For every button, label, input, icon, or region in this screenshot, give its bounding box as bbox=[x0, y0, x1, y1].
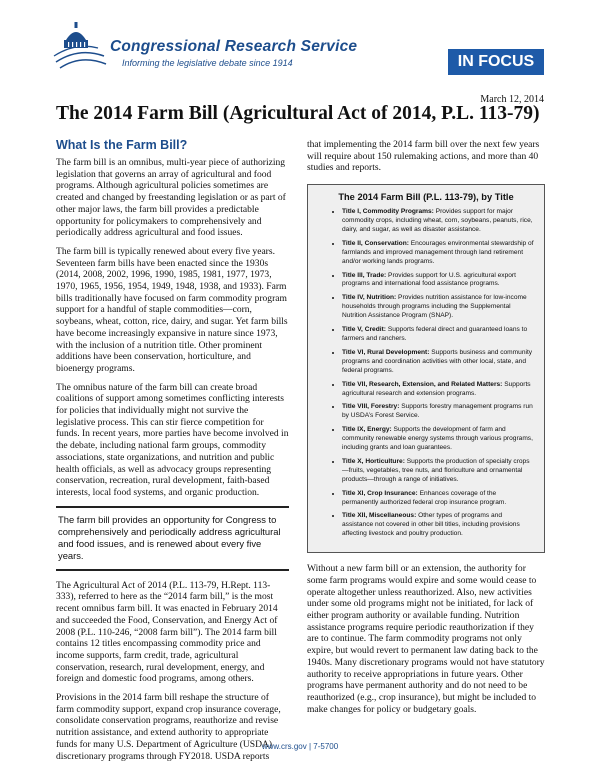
paragraph: Provisions in the 2014 farm bill reshape the structure of farm commodity support, expand crop insurance coverage, consolidate conservation programs, reauthorize and revise nutrition assistance, and extend authority to appropriate funds for many U.S. Department of Agriculture (USDA) discretionary programs through FY2018. USDA reports bbox=[56, 692, 281, 762]
list-item: • Title V, Credit: Supports federal direct and guaranteed loans to farmers and ranchers. bbox=[342, 326, 534, 344]
footer-link[interactable]: www.crs.gov | 7-5700 bbox=[261, 742, 339, 751]
left-column bbox=[56, 138, 289, 769]
paragraph: that implementing the 2014 farm bill over the next few years will require about 150 rulemaking actions, and more than 40 studies and reports. bbox=[307, 139, 540, 174]
list-item: • Title II, Conservation: Encourages environmental stewardship of farmlands and improved management through land retirement and/or working lands programs. bbox=[342, 240, 534, 267]
pull-quote: The farm bill provides an opportunity for Congress to comprehensively and periodically address agricultural and food issues, and is renewed about every five years. bbox=[56, 506, 289, 571]
paragraph: The farm bill is typically renewed about every five years. Seventeen farm bills have been enacted since the 1930s (2014, 2008, 2002, 1996, 1990, 1985, 1981, 1977, 1973, 1970, 1965, 1956, 1954, 1949, 1948, 1938, and 1933). Farm bills traditionally have focused on farm commodity program support for a handful of staple commodities—corn, soybeans, wheat, cotton, rice, dairy, and sugar. Yet farm bills have become increasingly expansive in nature since 1973, with the inclusion of a nutrition title. Other prominent additions have been conservation, horticulture, and bioenergy programs. bbox=[56, 245, 288, 374]
titles-box bbox=[307, 184, 545, 553]
list-item: • Title IV, Nutrition: Provides nutrition assistance for low-income households through programs including the Supplemental Nutrition Assistance Program (SNAP). bbox=[342, 294, 534, 321]
paragraph: The farm bill is an omnibus, multi-year piece of authorizing legislation that governs an array of agricultural and food programs. Although agricultural policies sometimes are created and changed by freestanding legislation or as part of other major laws, the farm bill provides a predictable opportunity for policymakers to comprehensively and periodically address agricultural and food issues. bbox=[56, 157, 286, 239]
in-focus-badge: IN FOCUS bbox=[448, 49, 544, 75]
paragraph: Without a new farm bill or an extension, the authority for some farm programs would expire and some would cease to operate altogether unless reauthorized. Also, new activities under some old programs might not be initiated, for lack of either program authority or available funding. Nutrition assistance programs require periodic reauthorization if they are to continue. The farm commodity programs not only expire, but would revert to permanent law dating back to the 1940s. Many discretionary programs would not have statutory authority to receive appropriations in future years. Other programs have permanent authority and do not need to be reauthorized (e.g., crop insurance), but might be included to make changes for policy or budgetary goals. bbox=[307, 563, 545, 715]
publication-date: March 12, 2014 bbox=[480, 94, 544, 105]
right-column bbox=[307, 139, 545, 722]
list-item: • Title VI, Rural Development: Supports business and community programs and coordination activities with other local, state, and federal programs. bbox=[342, 349, 534, 376]
list-item: • Title VII, Research, Extension, and Related Matters: Supports agricultural research and extension programs. bbox=[342, 381, 534, 399]
org-tagline: Informing the legislative debate since 1914 bbox=[122, 58, 293, 68]
org-name: Congressional Research Service bbox=[110, 38, 358, 55]
list-item: • Title XII, Miscellaneous: Other types of programs and assistance not covered in other bill titles, including provisions affecting livestock and poultry production. bbox=[342, 512, 534, 539]
list-item: • Title III, Trade: Provides support for U.S. agricultural export programs and international food assistance programs. bbox=[342, 272, 534, 290]
paragraph: The omnibus nature of the farm bill can create broad coalitions of support among sometimes conflicting interests for policies that individually might not survive the legislative process. This can stir fierce competition for funds. In recent years, more parties have become involved in the debate, including national farm groups, commodity associations, state organizations, and nutrition and public health officials, as well as advocacy groups representing conservation, recreation, rural development, faith-based interests, local food systems, and organic production. bbox=[56, 381, 289, 498]
document-title: The 2014 Farm Bill (Agricultural Act of 2014, P.L. 113-79) bbox=[56, 103, 540, 124]
capitol-dome-icon bbox=[52, 18, 110, 72]
list-item: • Title IX, Energy: Supports the development of farm and community renewable energy systems through various programs, including grants and loan guarantees. bbox=[342, 426, 534, 453]
list-item: • Title I, Commodity Programs: Provides support for major commodity crops, including wheat, corn, soybeans, peanuts, rice, dairy, and sugar, as well as disaster assistance. bbox=[342, 208, 534, 235]
paragraph: The Agricultural Act of 2014 (P.L. 113-79, H.Rept. 113-333), referred to here as the “2014 farm bill,” is the most recent omnibus farm bill. It was enacted in February 2014 and succeeded the Food, Conservation, and Energy Act of 2008 (P.L. 110-246, “2008 farm bill”). The 2014 farm bill contains 12 titles encompassing commodity price and income supports, farm credit, trade, agricultural conservation, research, rural development, energy, and foreign and domestic food programs, among others. bbox=[56, 579, 278, 685]
titles-box-heading: The 2014 Farm Bill (P.L. 113-79), by Title bbox=[338, 192, 514, 203]
section-heading: What Is the Farm Bill? bbox=[56, 138, 188, 152]
list-item: • Title X, Horticulture: Supports the production of specialty crops—fruits, vegetables, tree nuts, and floriculture and ornamental products—through a range of initiatives. bbox=[342, 458, 534, 485]
list-item: • Title XI, Crop Insurance: Enhances coverage of the permanently authorized federal crop insurance program. bbox=[342, 490, 534, 508]
list-item: • Title VIII, Forestry: Supports forestry management programs run by USDA’s Forest Service. bbox=[342, 403, 534, 421]
titles-list bbox=[318, 208, 534, 539]
